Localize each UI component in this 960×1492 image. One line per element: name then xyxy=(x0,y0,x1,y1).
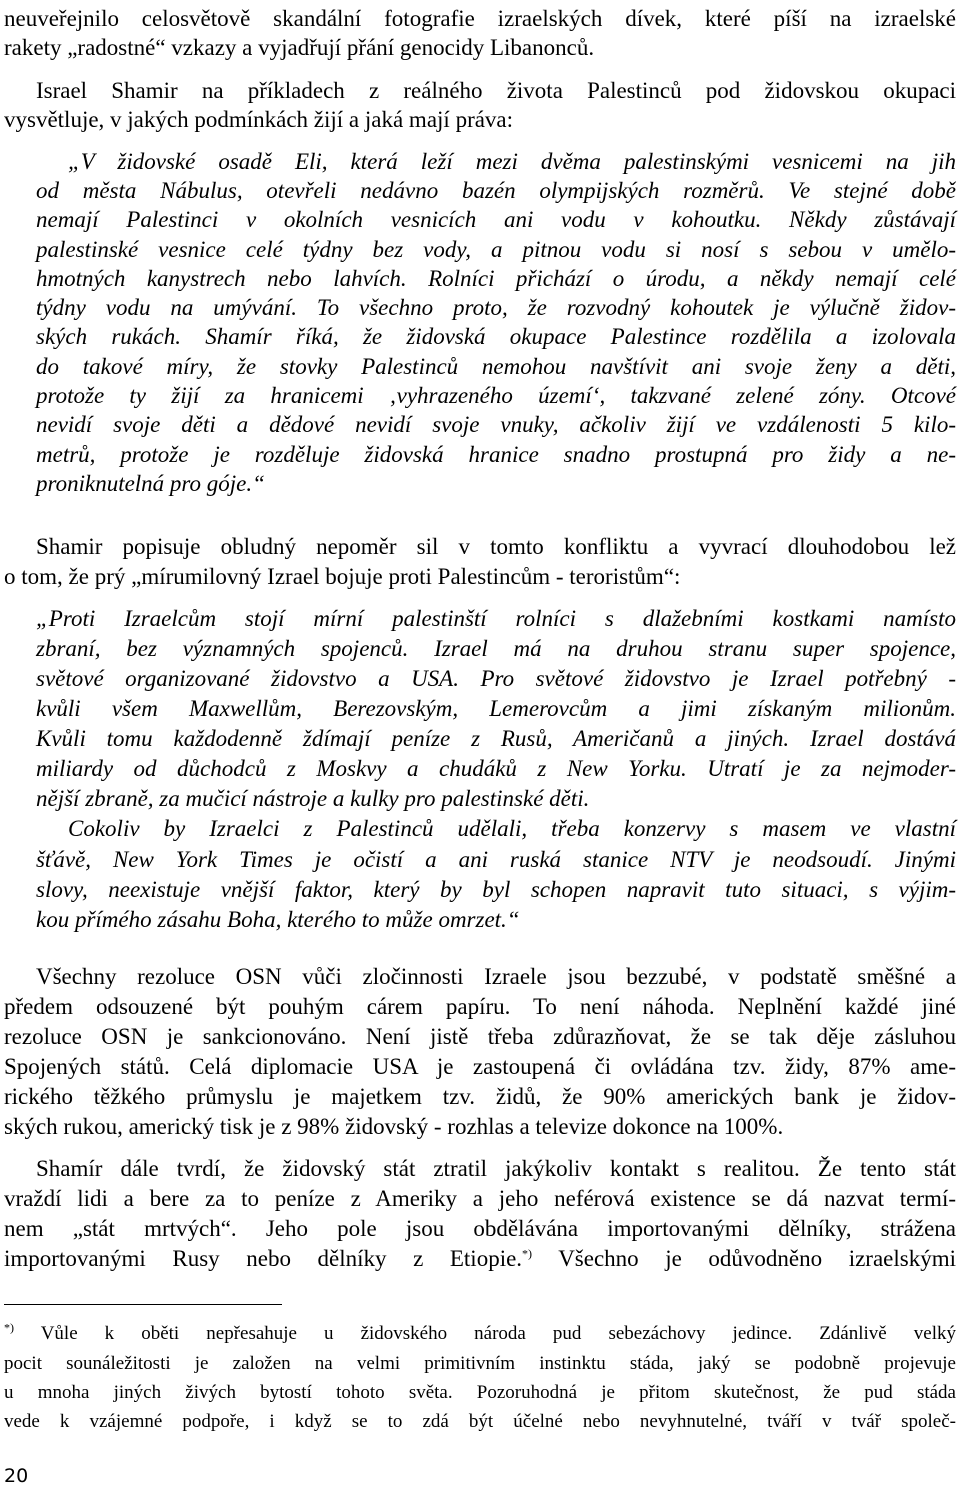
quote-line: nemají Palestinci v okolních vesnicích ani vodu v kohoutku. Někdy zůstávají xyxy=(36,207,956,232)
text-line: nem „stát mrtvých“. Jeho pole jsou obdělávána importovanými dělníky, strážena xyxy=(4,1216,956,1241)
quote-line: protože ty žijí za hranicemi ‚vyhrazeného území‘, takzvané zelené zóny. Otcové xyxy=(36,383,956,408)
quote-line: Cokoliv by Izraelci z Palestinců udělali, třeba konzervy s masem ve vlastní xyxy=(68,816,956,841)
footnote-reference: *) xyxy=(522,1246,533,1261)
text-line: Israel Shamir na příkladech z reálného života Palestinců pod židovskou okupaci xyxy=(36,78,956,103)
text-line: rakety „radostné“ vzkazy a vyjadřují přání genocidy Libanonců. xyxy=(4,35,595,60)
footnote-line xyxy=(4,1322,956,1346)
quote-line: od města Nábulus, otevřeli nedávno bazén olympijských rozměrů. Ve stejné době xyxy=(36,178,956,203)
text-line: Shamir popisuje obludný nepoměr sil v tomto konfliktu a vyvrací dlouhodobou lež xyxy=(36,534,956,559)
text-line: rického těžkého průmyslu je majetkem tzv. židů, že 90% amerických bank je židov- xyxy=(4,1084,956,1109)
quote-line: světové organizované židovstvo a USA. Pro světové židovstvo je Izrael potřebný - xyxy=(36,666,956,691)
text-segment: Vůle k oběti nepřesahuje u židovského národa pud sebezáchovy jedince. Zdánlivě velký xyxy=(14,1323,956,1344)
quote-line: Kvůli tomu každodenně ždímají peníze z Rusů, Američanů a jiných. Izrael dostává xyxy=(36,726,956,751)
quote-line: zbraní, bez významných spojenců. Izrael má na druhou stranu super spojence, xyxy=(36,636,956,661)
quote-line: nevidí svoje děti a dědové nevidí svoje vnuky, ačkoliv žijí ve vzdálenosti 5 kilo- xyxy=(36,412,956,437)
page-number: 20 xyxy=(4,1465,29,1487)
footnote-line: vede k vzájemné podpoře, i když se to zdá být účelné nebo nevyhnutelné, tváří v tvář společ- xyxy=(4,1411,956,1432)
quote-line: nější zbraně, za mučicí nástroje a kulky pro palestinské děti. xyxy=(36,786,590,811)
quote-line: kvůli všem Maxwellům, Berezovským, Lemerovcům a jimi získaným milionům. xyxy=(36,696,956,721)
footnote-divider xyxy=(4,1304,282,1305)
quote-line: miliardy od důchodců z Moskvy a chudáků z New Yorku. Utratí je za nejmoder- xyxy=(36,756,956,781)
text-line: Shamír dále tvrdí, že židovský stát ztratil jakýkoliv kontakt s realitou. Že tento stát xyxy=(36,1156,956,1181)
text-line: ských rukou, americký tisk je z 98% židovský - rozhlas a televize dokonce na 100%. xyxy=(4,1114,784,1139)
text-line: Spojených států. Celá diplomacie USA je zastoupená či ovládána tzv. židy, 87% ame- xyxy=(4,1054,956,1079)
quote-line: „Proti Izraelcům stojí mírní palestinští rolníci s dlažebními kostkami namísto xyxy=(36,606,956,631)
quote-line: šťávě, New York Times je očistí a ani ruská stanice NTV je neodsoudí. Jinými xyxy=(36,847,956,872)
text-line: Všechny rezoluce OSN vůči zločinnosti Izraele jsou bezzubé, v podstatě směšné a xyxy=(36,964,956,989)
footnote-line: u mnoha jiných živých bytostí tohoto světa. Pozoruhodná je přitom skutečnost, že pud stáda xyxy=(4,1382,956,1403)
quote-line: ských rukách. Shamír říká, že židovská okupace Palestince rozdělila a izolovala xyxy=(36,324,956,349)
quote-line: „V židovské osadě Eli, která leží mezi dvěma palestinskými vesnicemi na jih xyxy=(68,149,956,174)
text-line: vysvětluje, v jakých podmínkách žijí a jaká mají práva: xyxy=(4,107,514,132)
quote-line: hmotných kanystrech nebo lahvích. Rolníci přichází o úrodu, a někdy nemají celé xyxy=(36,266,956,291)
quote-line: palestinské vesnice celé týdny bez vody, a pitnou vodu si nosí s sebou v umělo- xyxy=(36,237,956,262)
quote-line: do takové míry, že stovky Palestinců nemohou navštívit ani svoje ženy a děti, xyxy=(36,354,956,379)
text-line xyxy=(4,1244,956,1273)
text-line: o tom, že prý „mírumilovný Izrael bojuje proti Palestincům - teroristům“: xyxy=(4,564,681,589)
text-segment: importovanými Rusy nebo dělníky z Etiopie. xyxy=(4,1246,523,1271)
footnote-marker: *) xyxy=(4,1320,14,1335)
quote-line: kou přímého zásahu Boha, kterého to může omrzet.“ xyxy=(36,907,520,932)
text-line: předem odsouzené být pouhým cárem papíru. To není náhoda. Neplnění každé jiné xyxy=(4,994,956,1019)
text-segment: Všechno je odůvodněno izraelskými xyxy=(532,1246,956,1271)
text-line: neuveřejnilo celosvětově skandální fotografie izraelských dívek, které píší na izraelské xyxy=(4,6,956,31)
quote-line: slovy, neexistuje vnější faktor, který by byl schopen napravit tuto situaci, s výjim- xyxy=(36,877,956,902)
footnote-line: pocit sounáležitosti je založen na velmi primitivním instinktu stáda, jaký se podobně projevuje xyxy=(4,1353,956,1374)
quote-line: metrů, protože je rozděluje židovská hranice snadno prostupná pro židy a ne- xyxy=(36,442,956,467)
text-line: vraždí lidi a bere za to peníze z Ameriky a jeho neférová existence se dá nazvat termí- xyxy=(4,1186,956,1211)
quote-line: proniknutelná pro góje.“ xyxy=(36,471,265,496)
text-line: rezoluce OSN je sankcionováno. Není jistě třeba zdůrazňovat, že se tak děje zásluhou xyxy=(4,1024,956,1049)
quote-line: týdny vodu na umývání. To všechno proto, že rozvodný kohoutek je výlučně židov- xyxy=(36,295,956,320)
